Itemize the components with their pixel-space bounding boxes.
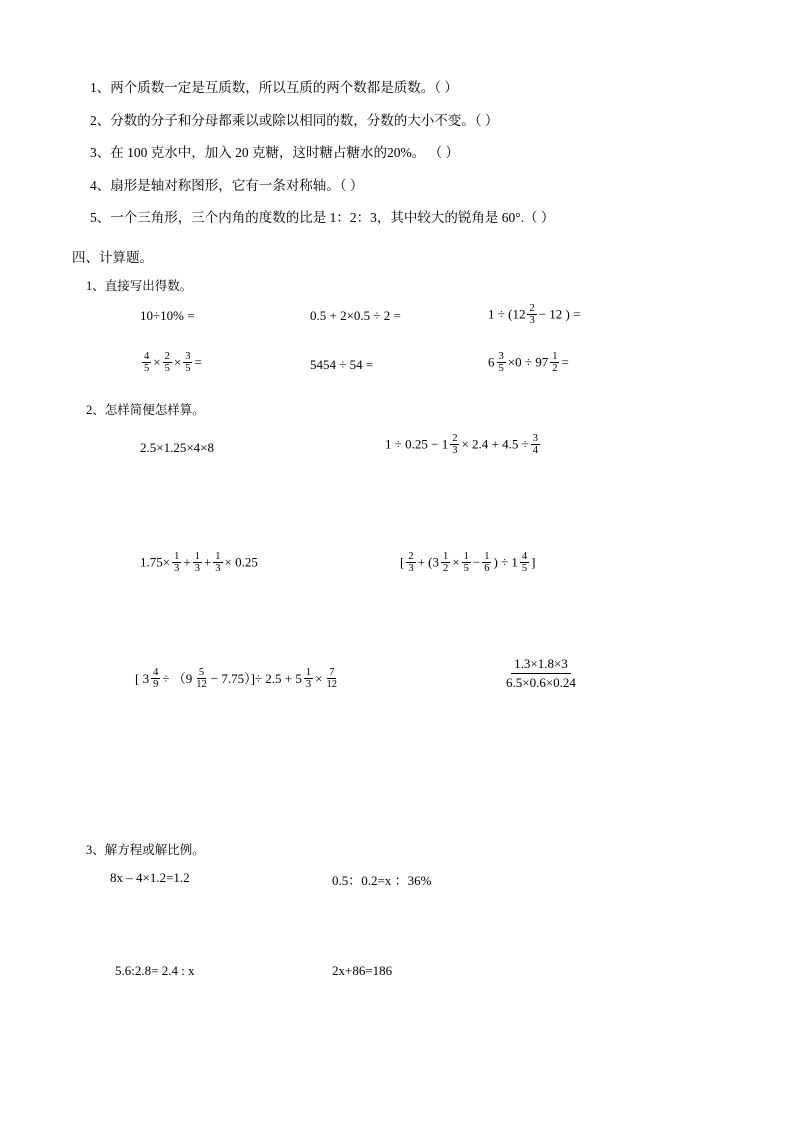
oral-expr-5: 5454 ÷ 54 =	[310, 356, 374, 372]
simplify-expr-3: 1.75× $\frac{1}{3}$ + $\frac{1}{3}$ + $\frac{1}{3}$ × 0.25	[140, 550, 258, 574]
fraction: $\frac{4}{5}$	[521, 550, 528, 574]
fraction: $\frac{5}{12}$	[196, 667, 207, 691]
fraction: $\frac{4}{5}$	[144, 350, 150, 374]
fraction: $\frac{1}{3}$	[194, 550, 200, 574]
fraction: $\frac{1}{2}$	[552, 350, 558, 374]
fraction: $\frac{1}{6}$	[484, 550, 490, 574]
fraction: $\frac{1}{3}$	[305, 667, 312, 691]
simplify-expr-4: [ $\frac{2}{3}$ + (3 $\frac{1}{2}$ × $\frac{1}{5}$ − $\frac{1}{6}$ ) ÷ 1 $\frac{4}{5}$ ]	[400, 550, 536, 574]
fraction: $\frac{1}{3}$	[174, 550, 180, 574]
subsection-title-oral: 1、直接写出得数。	[86, 278, 193, 293]
equation-expr-4: 2x+86=186	[332, 962, 393, 978]
list-item: 3、在 100 克水中，加入 20 克糖，这时糖占糖水的20%。 （ ）	[90, 145, 459, 161]
fraction: $\frac{2}{5}$	[164, 350, 170, 374]
fraction: $\frac{1.3\times 1.8\times 3}{6.5\times 0.6\times 0.24}$	[506, 655, 576, 691]
equation-expr-1: 8x – 4×1.2=1.2	[110, 869, 190, 885]
oral-row-1	[60, 304, 733, 338]
equation-row-2	[60, 961, 733, 989]
fraction: $\frac{3}{5}$	[498, 350, 504, 374]
oral-expr-1: 10÷10% =	[140, 307, 195, 323]
fraction: $\frac{1}{5}$	[463, 550, 469, 574]
fraction: $\frac{3}{5}$	[185, 350, 191, 374]
fraction: $\frac{1}{2}$	[443, 550, 449, 574]
simplify-expr-1: 2.5×1.25×4×8	[140, 439, 214, 455]
subsection-title-simplify: 2、怎样简便怎样算。	[86, 402, 205, 417]
fraction: $\frac{1}{3}$	[215, 550, 221, 574]
simplify-row-2	[60, 480, 733, 590]
section-title-calculation: 四、计算题。	[72, 249, 153, 265]
equation-expr-3: 5.6:2.8= 2.4 : x	[115, 962, 195, 978]
fraction: $\frac{7}{12}$	[326, 667, 337, 691]
equation-row-1	[60, 868, 733, 896]
oral-expr-2: 0.5 + 2×0.5 ÷ 2 =	[310, 307, 401, 323]
equation-expr-2: 0.5：0.2=x ：36%	[332, 872, 432, 888]
simplify-expr-6	[500, 656, 582, 692]
fraction: $\frac{2}{3}$	[452, 432, 458, 456]
fraction: $\frac{3}{4}$	[532, 432, 539, 456]
fraction: $\frac{4}{9}$	[153, 667, 159, 691]
simplify-row-1	[60, 428, 733, 480]
simplify-expr-5: [ 3 $\frac{4}{9}$ ÷ （9 $\frac{5}{12}$ − 7.75）]÷ 2.5 + 5 $\frac{1}{3}$ × $\frac{7}{12}$	[135, 667, 337, 691]
list-item: 4、扇形是轴对称图形，它有一条对称轴。（ ）	[90, 177, 364, 193]
oral-expr-3: 1 ÷ (12 $\frac{2}{3}$ − 12 ) =	[488, 302, 581, 326]
simplify-expr-2: 1 ÷ 0.25 − 1 $\frac{2}{3}$ × 2.4 + 4.5 ÷ $\frac{3}{4}$	[385, 432, 539, 456]
fraction: $\frac{2}{3}$	[408, 550, 414, 574]
oral-expr-6: 6 $\frac{3}{5}$ ×0 ÷ 97 $\frac{1}{2}$ =	[488, 350, 569, 374]
oral-expr-4: $\frac{4}{5}$ × $\frac{2}{5}$ × $\frac{3}{5}$ =	[144, 350, 202, 374]
judgement-list	[60, 78, 733, 228]
fraction: $\frac{2}{3}$	[529, 302, 535, 326]
simplify-row-3	[60, 590, 733, 720]
list-item: 2、分数的分子和分母都乘以或除以相同的数，分数的大小不变。（ ）	[90, 112, 499, 128]
subsection-title-equations: 3、解方程或解比例。	[86, 842, 205, 857]
oral-row-2	[60, 352, 733, 386]
list-item: 1、两个质数一定是互质数，所以互质的两个数都是质数。（ ）	[90, 80, 458, 95]
list-item: 5、一个三角形，三个内角的度数的比是 1：2：3，其中较大的锐角是 60°.（ ）	[90, 210, 555, 226]
